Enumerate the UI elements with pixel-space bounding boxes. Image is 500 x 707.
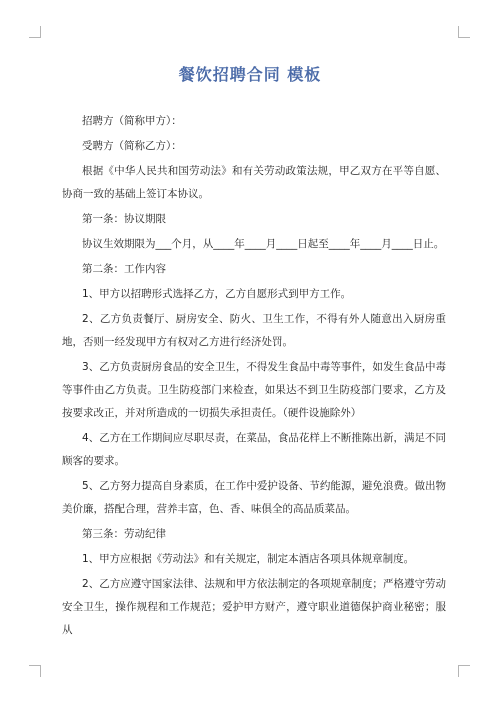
- work-item-1: 1、甲方以招聘形式选择乙方，乙方自愿形式到甲方工作。: [82, 288, 352, 300]
- work-item-4: 4、乙方在工作期间应尽职尽责，在菜品，食品花样上不断推陈出新，满足不同顾客的要求。: [62, 432, 446, 467]
- document-title: 餐饮招聘合同 模板: [178, 65, 322, 84]
- article-3-heading: 第三条：劳动纪律: [82, 528, 166, 540]
- employer-line: 招聘方（简称甲方）：: [82, 115, 182, 127]
- work-item-3: 3、乙方负责厨房食品的安全卫生，不得发生食品中毒等事件，如发生食品中毒等事件由乙方负责。卫生防疫部门来检查，如果达不到卫生防疫部门要求，乙方及按要求改正，并对所造成的一切损失承担责任。（硬件设施除外）: [62, 361, 446, 419]
- preamble-paragraph: 根据《中华人民共和国劳动法》和有关劳动政策法规，甲乙双方在平等自愿、协商一致的基础上签订本协议。: [62, 165, 446, 200]
- article-2-heading: 第二条：工作内容: [82, 263, 166, 275]
- work-item-2: 2、乙方负责餐厅、厨房安全、防火、卫生工作，不得有外人随意出入厨房重地，否则一经发现甲方有权对乙方进行经济处罚。: [62, 313, 446, 348]
- article-1-heading: 第一条：协议期限: [82, 213, 166, 225]
- discipline-item-2: 2、乙方应遵守国家法律、法规和甲方依法制定的各项规章制度；严格遵守劳动安全卫生，操作规程和工作规范；爱护甲方财产，遵守职业道德保护商业秘密；服从: [62, 578, 446, 636]
- discipline-item-1: 1、甲方应根据《劳动法》和有关规定，制定本酒店各项具体规章制度。: [82, 553, 415, 565]
- employee-line: 受聘方（简称乙方）：: [82, 140, 182, 152]
- document-body: [62, 110, 446, 644]
- term-paragraph: 协议生效期限为___个月，从____年____月____日起至____年____月____日止。: [82, 238, 445, 250]
- work-item-5: 5、乙方努力提高自身素质，在工作中爱护设备、节约能源，避免浪费。做出物美价廉，搭配合理，营养丰富，色、香、味俱全的高品质菜品。: [62, 480, 446, 515]
